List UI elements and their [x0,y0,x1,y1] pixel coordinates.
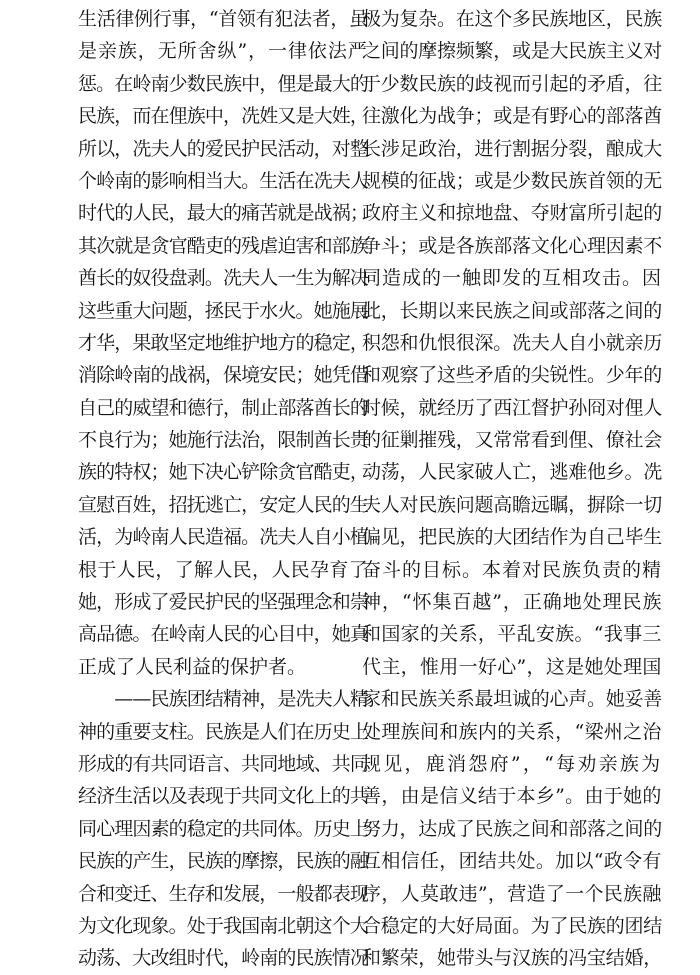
text-line: 此，长期以来民族之间或部落之间的 [362,299,663,322]
text-line: 处理族间和族内的关系，“梁州之治 [362,720,662,743]
text-line: 高品德。在岭南人民的心目中，她真 [78,623,369,646]
text-line: 之间的摩擦频繁，或是大民族主义对 [362,40,663,63]
text-line: ——民族团结精神，是冼夫人精 [78,688,369,711]
text-line: 积怨和仇恨很深。冼夫人自小就亲历 [362,331,663,354]
text-line: 和国家的关系，平乱安族。“我事三 [362,623,662,646]
text-line: 夫人对民族问题高瞻远瞩，摒除一切 [362,493,663,516]
text-line: 宣慰百姓，招抚逃亡，安定人民的生 [78,493,369,516]
text-line: 时代的人民，最大的痛苦就是战祸； [78,202,369,225]
text-line: 这些重大问题，拯民于水火。她施展 [78,299,369,322]
text-line: 往激化为战争；或是有野心的部落酋 [362,105,663,128]
text-line: 家和民族关系最坦诚的心声。她妥善 [362,688,663,711]
text-line: 动荡，人民家破人亡，逃难他乡。冼 [362,461,663,484]
text-line: 族的特权；她下决心铲除贪官酷吏， [78,461,369,484]
text-line: 自己的威望和德行，制止部落酋长的 [78,396,369,419]
text-line: 序，人莫敢违”，营造了一个民族融 [362,882,662,905]
text-line: 互相信任，团结共处。加以“政令有 [362,850,662,873]
text-line: 她，形成了爱民护民的坚强理念和崇 [78,591,369,614]
text-line: 惩。在岭南少数民族中，俚是最大的 [78,72,369,95]
text-line: 的征剿摧残，又常常看到俚、僚社会 [362,429,663,452]
text-line: 是亲族，无所舍纵”，一律依法严 [78,40,368,63]
text-line: 合稳定的大好局面。为了民族的团结 [362,914,663,937]
text-line: 经济生活以及表现于共同文化上的共 [78,785,369,808]
text-line: 规见，鹿消怨府”，“每劝亲族为 [362,752,663,775]
text-line: 所以，冼夫人的爱民护民活动，对整 [78,137,369,160]
text-line: 根于人民，了解人民，人民孕育了 [78,558,369,581]
text-line: 为文化现象。处于我国南北朝这个大 [78,914,369,937]
text-line: 和繁荣，她带头与汉族的冯宝结婚， [362,947,663,970]
text-line: 神，“怀集百越”，正确地处理民族 [362,591,663,614]
text-line: 形成的有共同语言、共同地域、共同 [78,752,369,775]
text-line: 民族的产生，民族的摩擦，民族的融 [78,850,369,873]
text-line: 争斗；或是各族部落文化心理因素不 [362,234,663,257]
right-text-column [362,3,662,975]
text-line: 善，由是信义结于本乡”。由于她的 [362,785,662,808]
text-line: 规模的征战；或是少数民族首领的无 [362,169,663,192]
text-line: 时候，就经历了西江督护孙冏对俚人 [362,396,663,419]
left-text-column [78,3,368,975]
text-line: 个岭南的影响相当大。生活在冼夫人 [78,169,369,192]
text-line: 其次就是贪官酷吏的残虐迫害和部族 [78,234,369,257]
text-line: 长涉足政治，进行割据分裂，酿成大 [362,137,663,160]
text-line: 消除岭南的战祸，保境安民；她凭借 [78,364,369,387]
text-line: 偏见，把民族的大团结作为自己毕生 [362,526,663,549]
text-line: 极为复杂。在这个多民族地区，民族 [362,8,663,30]
text-line: 神的重要支柱。民族是人们在历史上 [78,720,369,743]
text-line: 同心理因素的稳定的共同体。历史上 [78,817,369,840]
text-line: 民族，而在俚族中，冼姓又是大姓， [78,105,369,128]
text-line: 政府主义和掠地盘、夺财富所引起的 [362,202,663,225]
text-line: 于少数民族的歧视而引起的矛盾，往 [362,72,663,95]
text-line: 代主，惟用一好心”，这是她处理国 [362,655,662,678]
text-line: 活，为岭南人民造福。冼夫人自小植 [78,526,369,549]
text-line: 同造成的一触即发的互相攻击。因 [362,267,663,290]
text-line: 正成了人民利益的保护者。 [78,655,307,678]
text-line: 合和变迁、生存和发展，一般都表现 [78,882,369,905]
text-line: 不良行为；她施行法治，限制酋长贵 [78,429,369,452]
text-line: 生活律例行事，“首领有犯法者，虽 [78,8,368,30]
text-line: 动荡、大改组时代，岭南的民族情况 [78,947,369,970]
text-line: 努力，达成了民族之间和部落之间的 [362,817,663,840]
text-line: 酋长的奴役盘剥。冼夫人一生为解决 [78,267,369,290]
text-line: 和观察了这些矛盾的尖锐性。少年的 [362,364,663,387]
text-line: 奋斗的目标。本着对民族负责的精 [362,558,663,581]
text-line: 才华，果敢坚定地维护地方的稳定， [78,331,369,354]
